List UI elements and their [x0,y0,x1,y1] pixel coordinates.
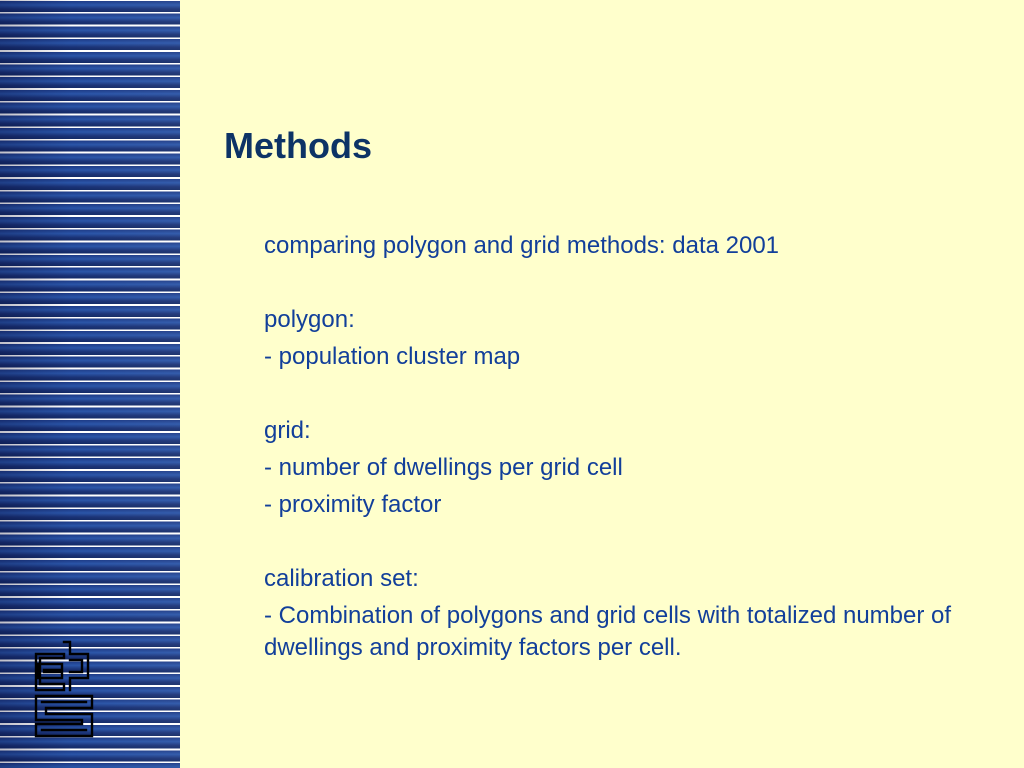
slide-body [264,230,984,664]
polygon-heading: polygon: [264,306,355,333]
cbs-logo-icon [30,636,102,744]
grid-item-dwellings: - number of dwellings per grid cell [264,454,623,481]
grid-heading: grid: [264,417,311,444]
calibration-item: - Combination of polygons and grid cells with totalized number of dwellings and proximity factors per cell. [264,602,952,661]
polygon-item: - population cluster map [264,343,521,370]
slide-title: Methods [224,125,372,166]
grid-item-proximity: - proximity factor [264,491,442,518]
calibration-heading: calibration set: [264,565,419,592]
intro-text: comparing polygon and grid methods: data 2001 [264,232,780,259]
